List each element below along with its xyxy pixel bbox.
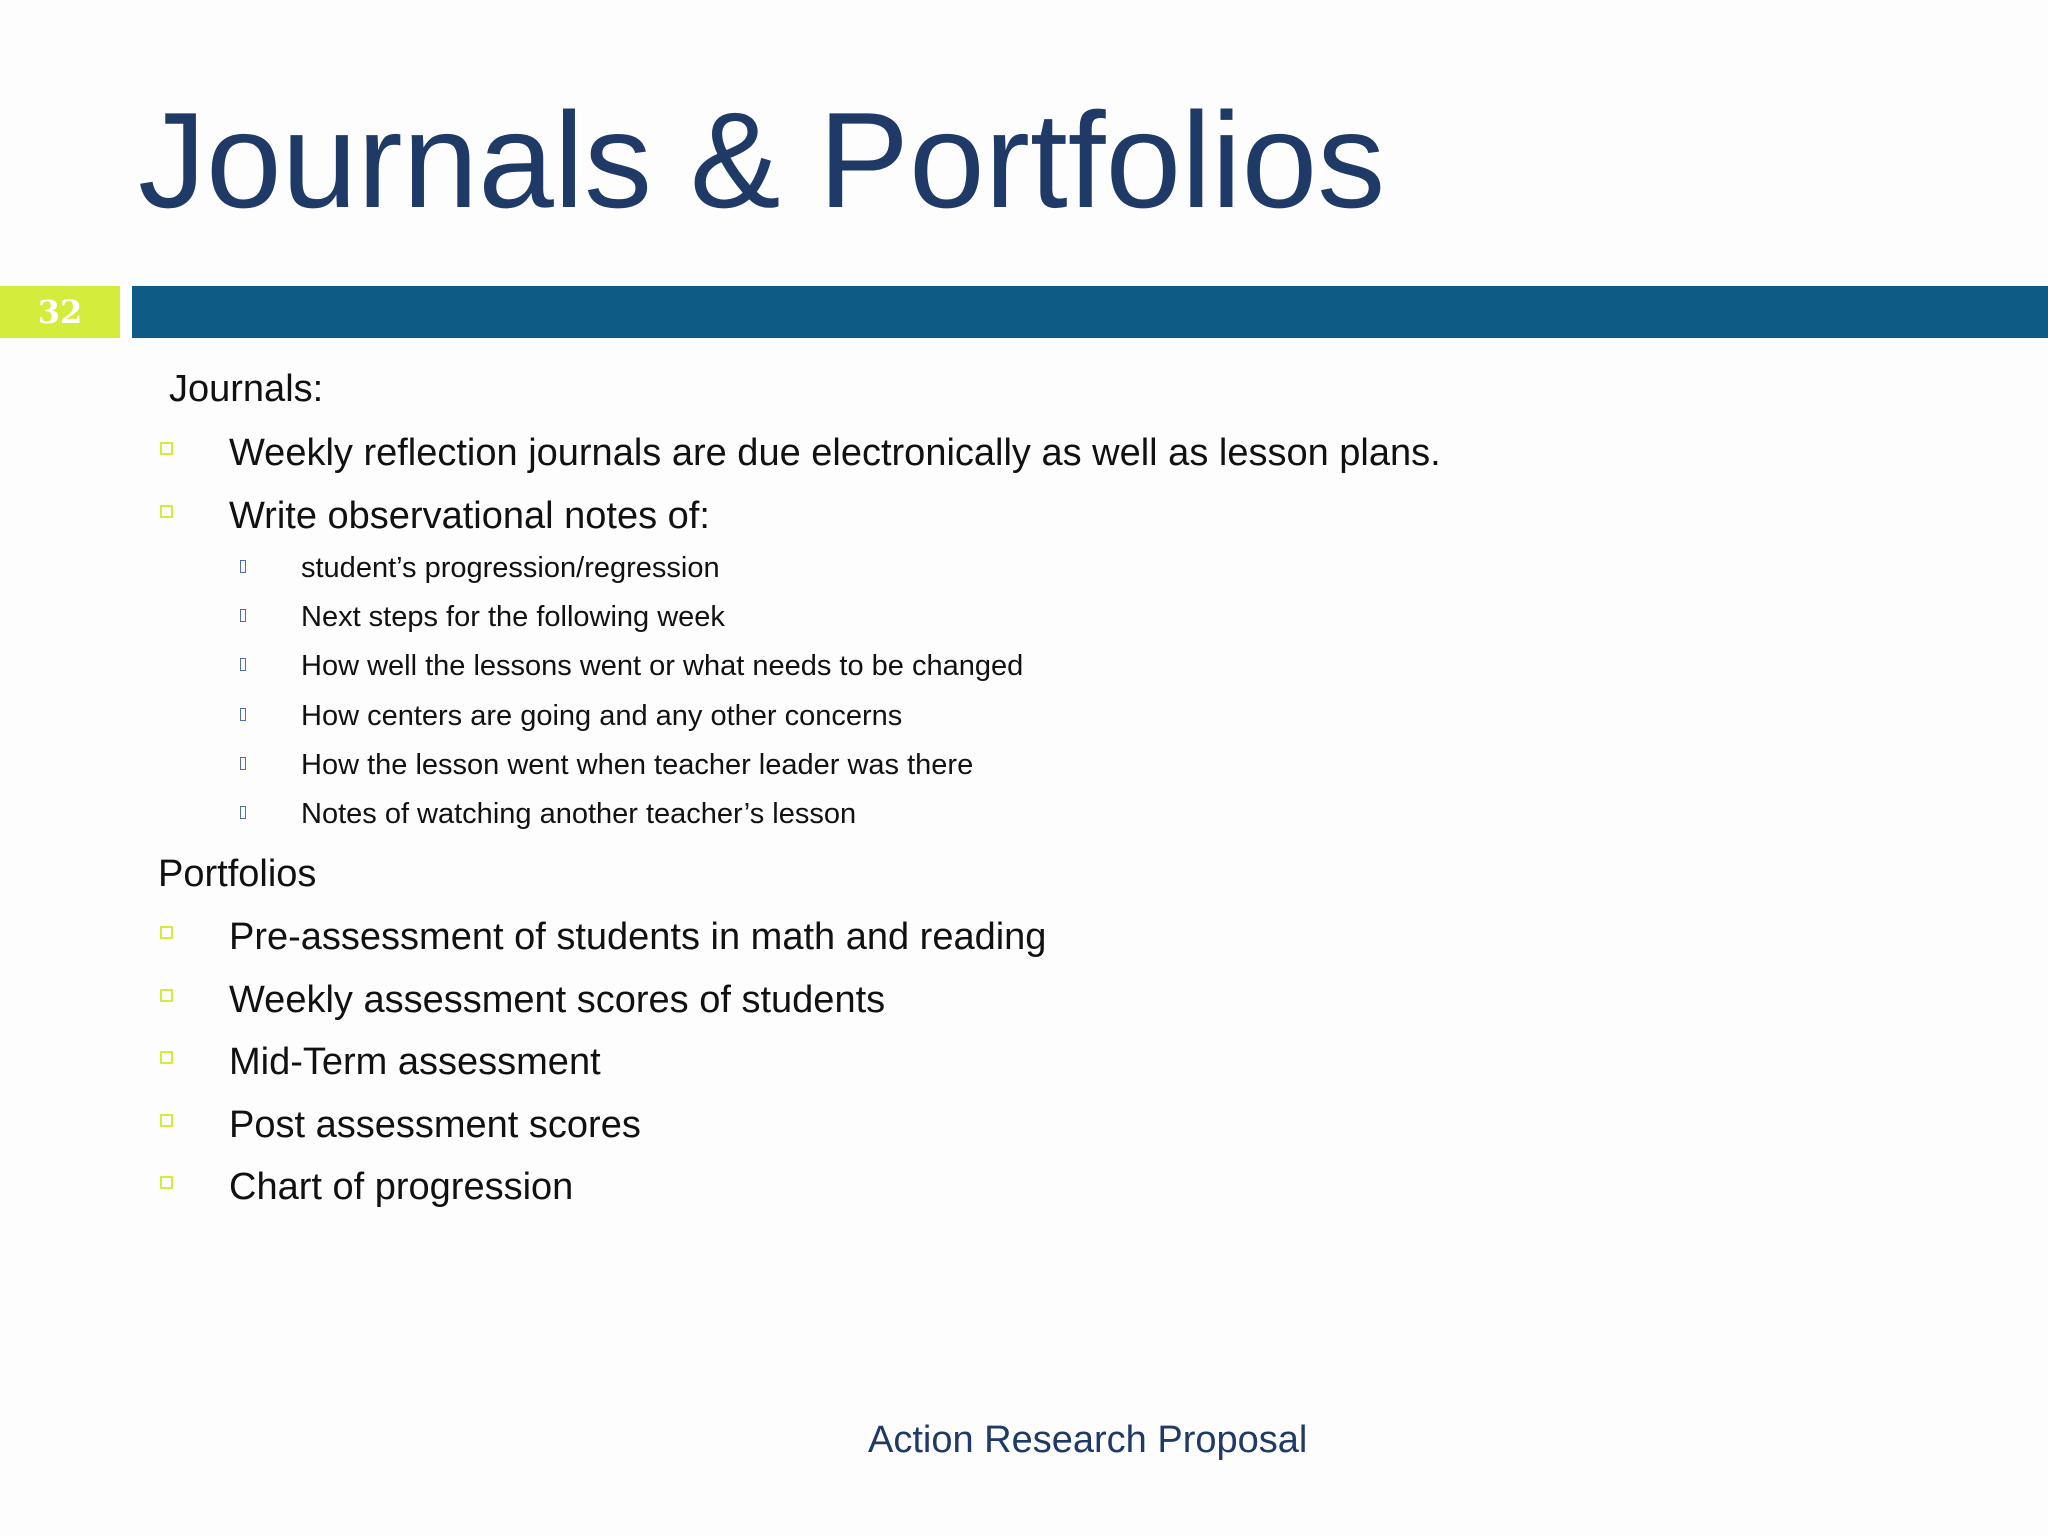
small-square-bullet-icon	[240, 609, 246, 622]
list-item-text: Pre-assessment of students in math and reading	[229, 916, 1047, 958]
hollow-square-bullet-icon	[160, 926, 173, 939]
portfolios-heading: Portfolios	[158, 853, 317, 895]
sub-list-item-text: How the lesson went when teacher leader was there	[301, 748, 974, 781]
sub-list-item-text: How centers are going and any other concerns	[301, 699, 903, 732]
small-square-bullet-icon	[240, 708, 246, 721]
journals-heading: Journals:	[169, 368, 324, 410]
small-square-bullet-icon	[240, 757, 246, 770]
list-item-text: Write observational notes of:	[229, 494, 710, 537]
slide-title: Journals & Portfolios	[138, 84, 1386, 236]
list-item-text: Weekly assessment scores of students	[229, 978, 886, 1021]
small-square-bullet-icon	[240, 658, 246, 671]
small-square-bullet-icon	[240, 560, 246, 573]
hollow-square-bullet-icon	[160, 989, 173, 1002]
slide-footer: Action Research Proposal	[868, 1419, 1308, 1461]
list-item-text: Post assessment scores	[229, 1103, 641, 1146]
small-square-bullet-icon	[240, 806, 246, 819]
hollow-square-bullet-icon	[160, 505, 173, 518]
hollow-square-bullet-icon	[160, 1176, 173, 1189]
slide-number-badge: 32	[0, 286, 120, 338]
list-item-text: Chart of progression	[229, 1166, 574, 1209]
sub-list-item-text: Notes of watching another teacher’s lesson	[301, 797, 857, 830]
hollow-square-bullet-icon	[160, 1114, 173, 1127]
list-item-text: Weekly reflection journals are due electronically as well as lesson plans.	[229, 432, 1441, 474]
sub-list-item-text: Next steps for the following week	[301, 601, 725, 634]
list-item-text: Mid-Term assessment	[229, 1041, 601, 1084]
sub-list-item-text: student’s progression/regression	[301, 552, 720, 584]
title-divider-bar	[132, 286, 2048, 338]
hollow-square-bullet-icon	[160, 442, 173, 455]
hollow-square-bullet-icon	[160, 1051, 173, 1064]
sub-list-item-text: How well the lessons went or what needs to be changed	[301, 650, 1024, 683]
